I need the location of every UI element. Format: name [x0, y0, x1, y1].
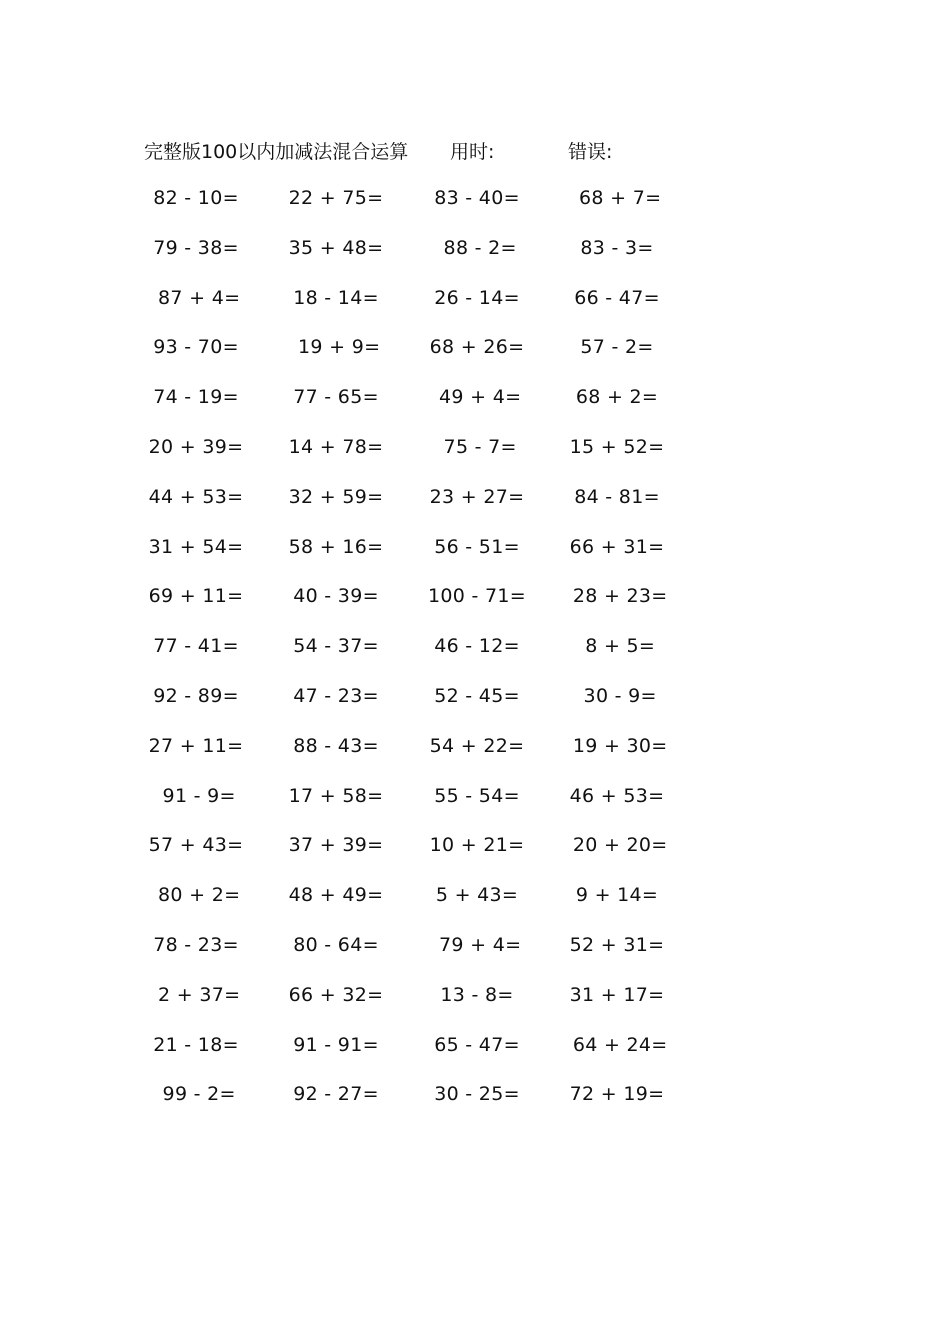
- math-problem: 8 + 5=: [578, 635, 656, 658]
- math-problem: 68 + 26=: [429, 336, 525, 359]
- problem-row: [0, 834, 950, 884]
- math-problem: 5 + 43=: [435, 884, 519, 907]
- math-problem: 49 + 4=: [432, 386, 522, 409]
- math-problem: 57 - 2=: [580, 336, 654, 359]
- math-problem: 52 - 45=: [434, 684, 520, 707]
- math-problem: 92 - 27=: [293, 1083, 379, 1106]
- errors-label: 错误:: [568, 141, 613, 163]
- math-problem: 30 - 9=: [577, 684, 657, 707]
- problem-row: [0, 735, 950, 785]
- problem-row: [0, 336, 950, 386]
- math-problem: 80 - 64=: [293, 933, 379, 956]
- problem-row: [0, 635, 950, 685]
- math-problem: 30 - 25=: [434, 1083, 520, 1106]
- problem-row: [0, 486, 950, 536]
- math-problem: 99 - 2=: [156, 1083, 236, 1106]
- math-problem: 19 + 30=: [566, 734, 668, 757]
- math-problem: 20 + 20=: [566, 834, 668, 857]
- math-problem: 83 - 40=: [434, 187, 520, 209]
- math-problem: 77 - 41=: [153, 635, 239, 658]
- problem-row: [0, 685, 950, 735]
- math-problem: 87 + 4=: [151, 286, 241, 309]
- problem-row: [0, 386, 950, 436]
- math-problem: 57 + 43=: [148, 834, 244, 857]
- problem-row: [0, 884, 950, 934]
- math-problem: 100 - 71=: [428, 585, 526, 608]
- math-problem: 13 - 8=: [440, 983, 514, 1006]
- math-problem: 18 - 14=: [293, 286, 379, 309]
- math-problem: 66 - 47=: [574, 286, 660, 309]
- math-problem: 22 + 75=: [288, 187, 384, 209]
- math-problem: 88 - 2=: [437, 236, 517, 259]
- problem-row: [0, 1034, 950, 1084]
- math-problem: 26 - 14=: [434, 286, 520, 309]
- math-problem: 35 + 48=: [288, 236, 384, 259]
- math-problem: 56 - 51=: [434, 535, 520, 558]
- math-problem: 65 - 47=: [434, 1033, 520, 1056]
- math-problem: 10 + 21=: [429, 834, 525, 857]
- problem-row: [0, 536, 950, 586]
- math-problem: 21 - 18=: [153, 1033, 239, 1056]
- math-problem: 66 + 31=: [569, 535, 665, 558]
- math-problem: 46 + 53=: [569, 784, 665, 807]
- math-problem: 92 - 89=: [153, 684, 239, 707]
- math-problem: 2 + 37=: [151, 983, 241, 1006]
- time-label: 用时:: [450, 141, 495, 163]
- problem-row: [0, 237, 950, 287]
- math-problem: 91 - 9=: [156, 784, 236, 807]
- math-problem: 27 + 11=: [148, 734, 244, 757]
- problem-grid: [0, 187, 950, 1133]
- math-problem: 17 + 58=: [288, 784, 384, 807]
- math-problem: 77 - 65=: [293, 386, 379, 409]
- math-problem: 20 + 39=: [148, 435, 244, 458]
- math-problem: 23 + 27=: [429, 485, 525, 508]
- math-problem: 69 + 11=: [148, 585, 244, 608]
- problem-row: [0, 187, 950, 237]
- math-problem: 28 + 23=: [566, 585, 668, 608]
- problem-row: [0, 287, 950, 337]
- math-problem: 84 - 81=: [574, 485, 660, 508]
- math-problem: 9 + 14=: [575, 884, 659, 907]
- math-problem: 83 - 3=: [580, 236, 654, 259]
- math-problem: 66 + 32=: [288, 983, 384, 1006]
- math-problem: 48 + 49=: [288, 884, 384, 907]
- problem-row: [0, 934, 950, 984]
- math-problem: 82 - 10=: [153, 187, 239, 209]
- math-problem: 54 + 22=: [429, 734, 525, 757]
- math-problem: 47 - 23=: [293, 684, 379, 707]
- worksheet-header: [0, 137, 950, 165]
- math-problem: 93 - 70=: [153, 336, 239, 359]
- problem-row: [0, 436, 950, 486]
- math-problem: 14 + 78=: [288, 435, 384, 458]
- math-problem: 32 + 59=: [288, 485, 384, 508]
- problem-row: [0, 785, 950, 835]
- math-problem: 19 + 9=: [291, 336, 381, 359]
- math-problem: 40 - 39=: [293, 585, 379, 608]
- math-problem: 68 + 2=: [575, 386, 659, 409]
- math-problem: 37 + 39=: [288, 834, 384, 857]
- math-problem: 72 + 19=: [569, 1083, 665, 1106]
- math-problem: 88 - 43=: [293, 734, 379, 757]
- math-problem: 31 + 54=: [148, 535, 244, 558]
- math-problem: 75 - 7=: [437, 435, 517, 458]
- math-problem: 64 + 24=: [566, 1033, 668, 1056]
- math-problem: 52 + 31=: [569, 933, 665, 956]
- math-problem: 78 - 23=: [153, 933, 239, 956]
- math-problem: 54 - 37=: [293, 635, 379, 658]
- math-problem: 74 - 19=: [153, 386, 239, 409]
- math-problem: 68 + 7=: [572, 187, 662, 209]
- problem-row: [0, 1083, 950, 1133]
- math-problem: 79 - 38=: [153, 236, 239, 259]
- math-problem: 46 - 12=: [434, 635, 520, 658]
- math-problem: 79 + 4=: [432, 933, 522, 956]
- math-problem: 58 + 16=: [288, 535, 384, 558]
- math-problem: 80 + 2=: [151, 884, 241, 907]
- problem-row: [0, 585, 950, 635]
- worksheet-title: 完整版100以内加减法混合运算: [144, 141, 409, 163]
- problem-row: [0, 984, 950, 1034]
- math-problem: 55 - 54=: [434, 784, 520, 807]
- math-problem: 15 + 52=: [569, 435, 665, 458]
- math-problem: 91 - 91=: [293, 1033, 379, 1056]
- math-problem: 31 + 17=: [569, 983, 665, 1006]
- math-problem: 44 + 53=: [148, 485, 244, 508]
